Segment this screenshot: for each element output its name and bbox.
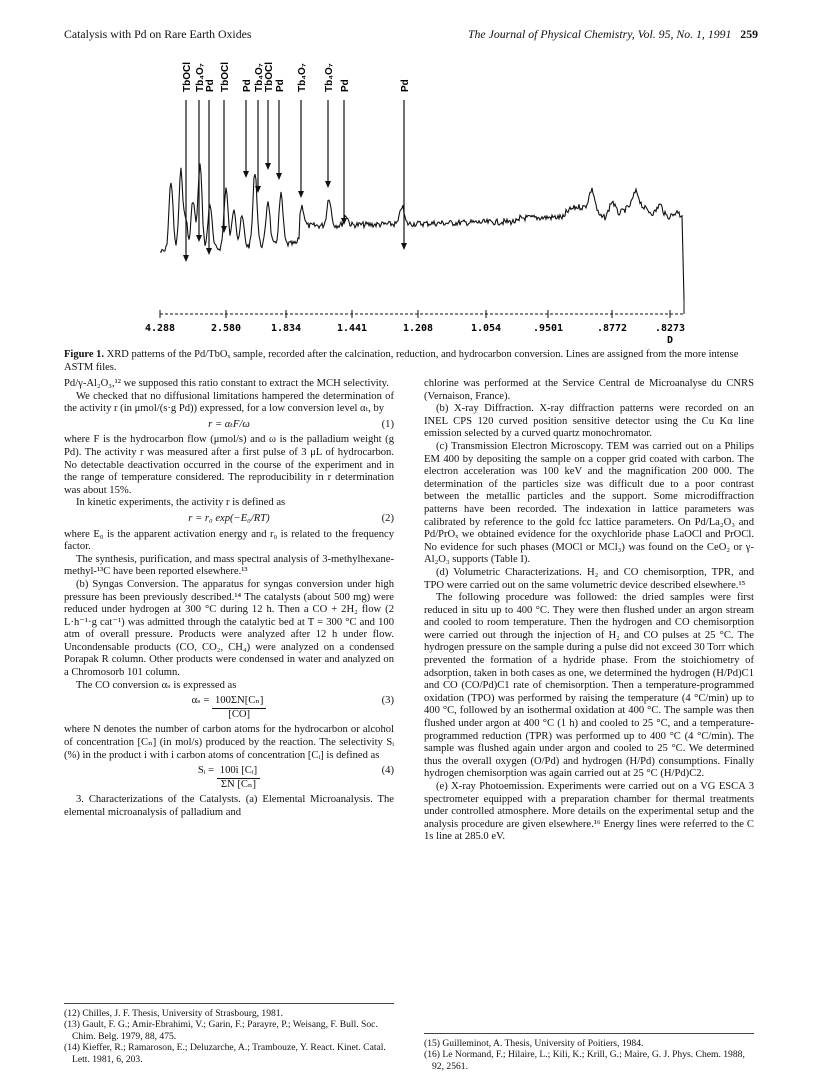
paragraph: Pd/γ-Al₂O₃,¹² we supposed this ratio constant to extract the MCH selectivity.	[64, 378, 389, 389]
paragraph: 3. Characterizations of the Catalysts. (a) Elemental Microanalysis. The elemental microanalysis of palladium and	[64, 794, 394, 818]
peak-label: Pd	[242, 79, 253, 92]
equation-number: (2)	[381, 512, 394, 524]
page-number: 259	[740, 27, 758, 41]
paragraph: The CO conversion αₛ is expressed as	[76, 679, 237, 691]
tick-label: 1.208	[402, 323, 434, 334]
peak-label: TbOCl	[182, 62, 193, 92]
axis-unit: D	[666, 335, 674, 346]
paragraph: (d) Volumetric Characterizations. H₂ and CO chemisorption, TPR, and TPO were carried out on the same volumetric device described elsewhere.¹⁵	[424, 566, 754, 591]
peak-label: TbOCl	[220, 62, 231, 92]
numerator: 100i [Cᵢ]	[217, 765, 260, 779]
tick-label: 2.580	[210, 323, 242, 334]
paragraph: The following procedure was followed: the dried samples were first reduced in situ up to 400 °C. They were then flushed under an argon stream and cooled to room temperature. Then the hydrogen and CO chemisorption were carried out through the injection of H₂ and CO pulses at 25 °C. The hydrogen pressure on the sample during a pulse did not exceed 30 Torr which prevented the formation of a hydride phase. From the stoichiometry of adsorption, taken in both cases as one, we determined the hydrogen (H/Pd)C1 and CO (CO/Pd)C1 rate of chemisorption. Then a temperature-programmed oxidation (TPO) was performed by raising the temperature (4 °C/min) up to 400 °C, followed by an isothermal oxidation at 400 °C. The sample was then flushed under argon at 400 °C (1 h) and cooled to 25 °C, and a temperature-programmed reduction (TPR) was performed up to 400 °C (4 °C/min). The sample was flushed again under argon and cooled to 25 °C. We determined thus the overall oxygen (O/Pd) and hydrogen (H/Pd) consumptions. Finally hydrogen chemisorption was again carried out at 25 °C (H/Pd)C2.	[424, 592, 754, 780]
equation-text: r = αₜF/ω	[208, 418, 250, 430]
fraction	[212, 695, 266, 721]
equation-3	[64, 695, 394, 721]
tick-label: .8273	[654, 323, 686, 334]
peak-label: Tb₄O₇	[254, 63, 265, 92]
paragraph: In kinetic experiments, the activity r is defined as	[76, 497, 286, 509]
equation-4	[64, 765, 394, 791]
tick-label: 1.441	[336, 323, 368, 334]
peak-arrows	[183, 100, 407, 262]
paragraph: where E₀ is the apparent activation energy and r₀ is related to the frequency factor.	[64, 528, 394, 553]
arrow-head	[325, 181, 331, 188]
tick-label: 4.288	[144, 323, 176, 334]
paragraph: where N denotes the number of carbon atoms for the hydrocarbon or alcohol of concentration [Cₙ] (in mol/s) produced by the reaction. The selectivity Sᵢ (%) in the product i with i carbon atoms of concentration [Cᵢ] is defined as	[64, 724, 394, 761]
reference: (12) Chilles, J. F. Thesis, University of Strasbourg, 1981.	[64, 1008, 283, 1019]
arrow-head	[298, 191, 304, 198]
running-header-title: Catalysis with Pd on Rare Earth Oxides	[64, 27, 252, 41]
journal-citation: The Journal of Physical Chemistry, Vol. 95, No. 1, 1991	[467, 27, 732, 41]
arrow-head	[265, 163, 271, 170]
equation-number: (3)	[381, 695, 394, 707]
equation-number: (1)	[381, 418, 394, 430]
peak-label: Pd	[340, 79, 351, 92]
reference: (13) Gault, F. G.; Amir-Ebrahimi, V.; Garin, F.; Parayre, P.; Weisang, F. Bull. Soc. Chim. Belg. 1979, 88, 475.	[64, 1019, 378, 1042]
paragraph: (e) X-ray Photoemission. Experiments were carried out on a VG ESCA 3 spectrometer equipped with a preparation chamber for thermal treatments under controlled atmosphere. More details on the experimental setup and the analysis procedure are given elsewhere.¹⁶ Energy lines were referred to the C 1s line at 285.0 eV.	[424, 781, 754, 843]
peak-label: Tb₄O₇	[195, 63, 206, 92]
xrd-figure	[0, 0, 820, 350]
peak-label: Pd	[205, 79, 216, 92]
peak-label: Tb₄O₇	[324, 63, 335, 92]
reference: (14) Kieffer, R.; Ramaroson, E.; Deluzarche, A.; Trambouze, Y. React. Kinet. Catal. Lett. 1981, 6, 203.	[64, 1042, 386, 1065]
arrow-head	[206, 248, 212, 255]
numerator: 100ΣN[Cₙ]	[212, 695, 266, 709]
references-right	[424, 1033, 754, 1072]
reference: (15) Guilleminot, A. Thesis, University of Poitiers, 1984.	[424, 1038, 644, 1049]
paragraph: (b) X-ray Diffraction. X-ray diffraction patterns were recorded on an INEL CPS 120 curved position sensitive detector using the Cu Kα line emission selected by a curved quartz monochromator.	[424, 403, 754, 440]
tick-label: .8772	[596, 323, 628, 334]
arrow-head	[196, 235, 202, 242]
paragraph: We checked that no diffusional limitations hampered the determination of the activity r (in μmol/(s·g Pd)) expressed, for a low conversion level αₜ, by	[64, 390, 394, 415]
arrow-head	[221, 226, 227, 233]
xrd-trace	[160, 164, 684, 301]
equation-2	[64, 513, 394, 526]
denominator: ΣN [Cₙ]	[220, 778, 257, 790]
paragraph: (b) Syngas Conversion. The apparatus for syngas conversion under high pressure has been previously described.¹⁴ The catalysts (about 500 mg) were reduced under hydrogen at 300 °C during 12 h. Then a CO + 2H₂ flow (2 L·h⁻¹·g cat⁻¹) was admitted through the catalytic bed at T = 300 °C and 100 atm of overall pressure. Products were analyzed after 12 h under flow. Uncondensable products (CO, CO₂, CH₄) were analyzed on a condensed Porapak R column. Other products were condensed in water and analyzed on a Chromosorb 101 column.	[64, 578, 394, 679]
x-axis	[145, 300, 685, 346]
left-column	[64, 378, 394, 820]
peak-labels	[182, 62, 411, 92]
right-column	[424, 378, 754, 844]
references-left	[64, 1003, 394, 1065]
equation-lhs: αₛ =	[191, 695, 210, 707]
peak-label: Pd	[400, 79, 411, 92]
caption-label: Figure 1.	[64, 349, 105, 360]
tick-label: 1.054	[470, 323, 502, 334]
caption-text: XRD patterns of the Pd/TbOₓ sample, recorded after the calcination, reduction, and hydrocarbon conversion. Lines are assigned from the more intense ASTM files.	[64, 349, 739, 373]
arrow-head	[276, 173, 282, 180]
reference: (16) Le Normand, F.; Hilaire, L.; Kili, K.; Krill, G.; Maire, G. J. Phys. Chem. 1988, 92, 2561.	[424, 1049, 745, 1072]
denominator: [CO]	[228, 708, 251, 720]
equation-lhs: Sᵢ =	[197, 765, 215, 777]
equation-text: r = r₀ exp(−E₀/RT)	[188, 512, 270, 524]
paragraph: where F is the hydrocarbon flow (μmol/s) and ω is the palladium weight (g Pd). The activity r was measured after a first pulse of 3 μL of hydrocarbon. No detectable deactivation occurred in the course of the experiment and in the range of temperature considered. The reproducibility in r determination was about 15%.	[64, 434, 394, 496]
equation-1	[64, 419, 394, 432]
arrow-head	[183, 255, 189, 262]
fraction	[217, 765, 260, 791]
arrow-head	[243, 171, 249, 178]
figure-caption	[64, 348, 754, 374]
paragraph: The synthesis, purification, and mass spectral analysis of 3-methylhexane-methyl-¹³C have been reported elsewhere.¹³	[64, 553, 394, 578]
tick-label: 1.834	[270, 323, 302, 334]
peak-label: Pd	[275, 79, 286, 92]
equation-number: (4)	[381, 765, 394, 777]
paragraph: chlorine was performed at the Service Central de Microanalyse du CNRS (Vernaison, France).	[424, 378, 754, 402]
tick-label: .9501	[532, 323, 564, 334]
paragraph: (c) Transmission Electron Microscopy. TEM was carried out on a Philips EM 400 by depositing the sample on a copper grid coated with carbon. The electron acceleration was 100 keV and the magnification 200 000. The determination of the particles size was difficult due to a poor contrast between the metallic particles and the support. Some microdiffraction patterns have been recorded. The indexation in lattice parameters was calibrated by reference to the gold fcc lattice parameters. On Pd/La₂O₃ and Pd/PrOₓ we obtained evidence for the oxychloride phase LaOCl and PrOCl. No evidence for such phases (MOCl or MCl₃) was found on the CeO₂ or γ-Al₂O₃ supports (Table I).	[424, 440, 754, 566]
arrow-head	[401, 243, 407, 250]
peak-label: Tb₄O₇	[297, 63, 308, 92]
peak-label: TbOCl	[264, 62, 275, 92]
